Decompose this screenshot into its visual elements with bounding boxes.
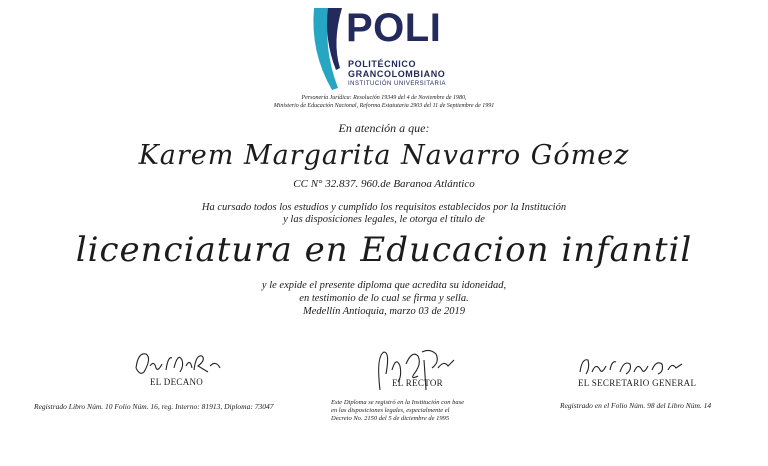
registry-left: Registrado Libro Núm. 10 Folio Núm. 16, reg. Interno: 81913, Diploma: 73047 [34, 402, 274, 411]
dean-signature [132, 346, 224, 380]
id-line: CC N° 32.837. 960.de Baranoa Atlántico [293, 178, 475, 190]
legal-line-1: Personería Jurídica: Resolución 19349 del 4 de Noviembre de 1980, [301, 95, 467, 101]
rector-title: EL RECTOR [392, 378, 443, 388]
registry-note-1: Este Diploma se registró en la Institución con base [331, 399, 464, 406]
closing-line-3: Medellín Antioquia, marzo 03 de 2019 [303, 306, 465, 317]
logo-line-2: GRANCOLOMBIANO [348, 69, 446, 79]
logo-wordmark: POLI [346, 6, 442, 50]
recipient-name: Karem Margarita Navarro Gómez [138, 140, 630, 171]
secretary-title: EL SECRETARIO GENERAL [578, 378, 697, 388]
logo-line-3: INSTITUCIÓN UNIVERSITARIA [348, 81, 447, 87]
legal-line-2: Ministerio de Educación Nacional, Reforma Estatutaria 2903 del 11 de Septiembre de 1991 [273, 103, 495, 109]
registry-note-3: Decreto No. 2150 del 5 de diciembre de 1995 [331, 415, 450, 422]
attention-line: En atención a que: [338, 121, 430, 135]
body-line-2: y las disposiciones legales, le otorga el título de [283, 214, 485, 225]
secretary-signature [576, 352, 686, 380]
degree-title: licenciatura en Educacion infantil [75, 230, 693, 270]
institution-logo [308, 4, 468, 94]
registry-right: Registrado en el Folio Núm. 98 del Libro Núm. 14 [560, 401, 712, 410]
logo-line-1: POLITÉCNICO [348, 59, 417, 69]
body-line-1: Ha cursado todos los estudios y cumplido los requisitos establecidos por la Institución [201, 202, 567, 213]
logo-emblem-icon [308, 6, 348, 92]
registry-note-2: en las disposiciones legales, especialmente el [331, 407, 450, 414]
dean-title: EL DECANO [150, 377, 204, 387]
closing-line-2: en testimonio de lo cual se firma y sella. [299, 293, 469, 304]
closing-line-1: y le expide el presente diploma que acredita su idoneidad, [261, 280, 507, 291]
